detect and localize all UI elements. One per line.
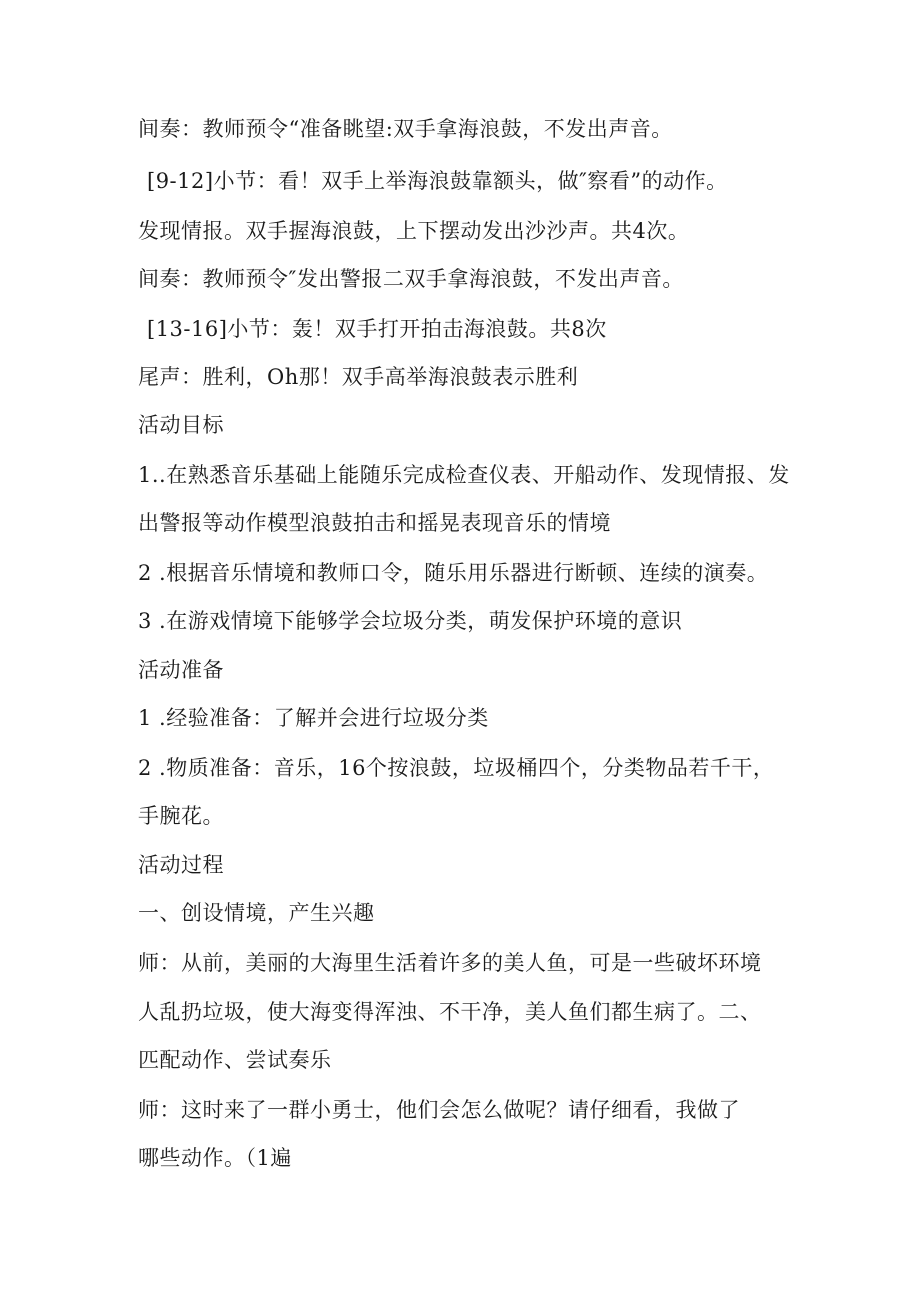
goal-item-1-line-2: 出警报等动作模型浪鼓拍击和摇晃表现音乐的情境 <box>138 511 611 535</box>
prep-item-2-line-2: 手腕花。 <box>138 804 224 828</box>
section-heading-process: 活动过程 <box>138 853 224 877</box>
process-step-1-heading: 一、创设情境，产生兴趣 <box>138 901 375 925</box>
goal-item-2: 2 .根据音乐情境和教师口令，随乐用乐器进行断顿、连续的演奏。 <box>138 561 769 585</box>
text-line-interlude-1: 间奏：教师预令“准备眺望:双手拿海浪鼓，不发出声音。 <box>138 117 673 141</box>
text-line-discover-intel: 发现情报。双手握海浪鼓，上下摆动发出沙沙声。共4次。 <box>138 219 690 243</box>
text-line-interlude-2: 间奏：教师预令″发出警报二双手拿海浪鼓，不发出声音。 <box>138 267 684 291</box>
process-paragraph-1-line-1: 师：从前，美丽的大海里生活着许多的美人鱼，可是一些破坏环境 <box>138 951 762 975</box>
section-heading-goals: 活动目标 <box>138 413 224 437</box>
prep-item-1: 1 .经验准备：了解并会进行垃圾分类 <box>138 706 489 730</box>
section-heading-preparation: 活动准备 <box>138 658 224 682</box>
text-line-coda: 尾声：胜利，Oh那！双手高举海浪鼓表示胜利 <box>138 365 579 389</box>
goal-item-3: 3 .在游戏情境下能够学会垃圾分类，萌发保护环境的意识 <box>138 609 683 633</box>
process-paragraph-1-line-2: 人乱扔垃圾，使大海变得浑浊、不干净，美人鱼们都生病了。二、 <box>138 1000 762 1024</box>
process-paragraph-2-line-2: 哪些动作。（1遍 <box>138 1146 292 1170</box>
text-line-bars-13-16: [13-16]小节：轰！双手打开拍击海浪鼓。共8次 <box>147 317 607 341</box>
process-paragraph-2-line-1: 师：这时来了一群小勇士，他们会怎么做呢？请仔细看，我做了 <box>138 1098 740 1122</box>
process-step-2-heading: 匹配动作、尝试奏乐 <box>138 1048 332 1072</box>
text-line-bars-9-12: [9-12]小节：看！双手上举海浪鼓靠额头，做″察看”的动作。 <box>147 169 728 193</box>
goal-item-1-line-1: 1..在熟悉音乐基础上能随乐完成检查仪表、开船动作、发现情报、发 <box>138 463 790 487</box>
prep-item-2-line-1: 2 .物质准备：音乐，16个按浪鼓，垃圾桶四个，分类物品若千干， <box>138 756 775 780</box>
